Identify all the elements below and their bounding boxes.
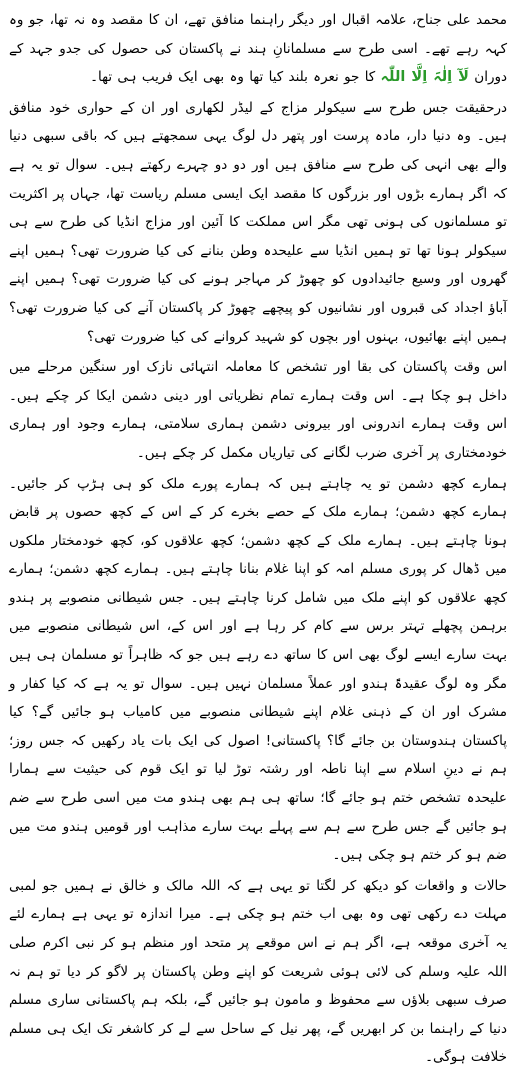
paragraph-1 xyxy=(9,6,507,92)
paragraph-5: حالات و واقعات کو دیکھ کر لگتا تو یہی ہے کہ اللہ مالک و خالق نے ہمیں جو لمبی مہلت دے رکھی تھی وہ بھی اب ختم ہو چکی ہے۔ میرا اندازہ تو یہی ہے ہمارے لئے یہ آخری موقعہ ہے، اگر ہم نے اس موقعے پر متحد اور منظم ہو کر نبی اکرم صلی اللہ علیہ وسلم کی لائی ہوئی شریعت کو اپنے وطن پاکستان پر لاگو کر دیا تو ہم نہ صرف سبھی بلاؤں سے محفوظ و مامون ہو جائیں گے، بلکہ ہم پاکستانی ساری مسلم دنیا کے راہنما بن کر ابھریں گے، پھر نیل کے ساحل سے لے کر کاشغر تک ایک ہی مسلم خلافت ہوگی۔ xyxy=(9,877,507,1066)
paragraph-2: درحقیقت جس طرح سے سیکولر مزاج کے لیڈر لکھاری اور ان کے حواری خود منافق ہیں۔ وہ دنیا دار، مادہ پرست اور پتھر دل لوگ یہی سمجھتے ہیں کہ باقی سبھی دنیا والے بھی انہی کی طرح سے منافق ہیں اور دو دو چہرے رکھتے ہیں۔ سوال تو یہ ہے کہ اگر ہمارے بڑوں اور بزرگوں کا مقصد ایک ایسی مسلم ریاست تھا، جہاں پر اکثریت تو مسلمانوں کی ہونی تھی مگر اس مملکت کا آئین اور مزاج انڈیا کی طرح سے ہی سیکولر ہونا تھا تو ہمیں انڈیا سے علیحدہ وطن بنانے کی کیا ضرورت تھی؟ ہمیں اپنے گھروں اور وسیع جائیدادوں کو چھوڑ کر مہاجر ہونے کی کیا ضرورت تھی؟ ہمیں اپنے آباؤ اجداد کی قبروں اور نشانیوں کو پیچھے چھوڑ کر پاکستان آنے کی کیا ضرورت تھی؟ ہمیں اپنے بھائیوں، بہنوں اور بچوں کو شہید کروانے کی کیا ضرورت تھی؟ xyxy=(9,99,507,345)
paragraph-4: ہمارے کچھ دشمن تو یہ چاہتے ہیں کہ ہمارے پورے ملک کو ہی ہڑپ کر جائیں۔ ہمارے کچھ دشمن؛ ہمارے ملک کے حصے بخرے کر کے اس کے کچھ حصوں پر قابض ہونا چاہتے ہیں۔ ہمارے ملک کے کچھ دشمن؛ کچھ علاقوں کو، کچھ خودمختار ملکوں میں ڈھال کر پوری مسلم امہ کو اپنا غلام بنانا چاہتے ہیں۔ ہمارے کچھ دشمن؛ ہمارے کچھ علاقوں کو اپنے ملک میں شامل کرنا چاہتے ہیں۔ جس شیطانی منصوبے پر ہندو برہمن پچھلے تہتر برس سے کام کر رہا ہے اور اس کے، اس شیطانی منصوبے میں بہت سارے ایسے لوگ بھی اس کا ساتھ دے رہے ہیں جو کہ ظاہراً تو مسلمان ہی ہیں مگر وہ لوگ عقیدۃً ہندو اور عملاً مسلمان نہیں ہیں۔ سوال تو یہ ہے کہ کیا کفار و مشرک اور ان کے ذہنی غلام اپنے شیطانی منصوبے میں کامیاب ہو جائیں گے؟ کیا پاکستان ہندوستان بن جائے گا؟ پاکستانی! اصول کی ایک بات یاد رکھیں کہ جس روز؛ ہم نے دینِ اسلام سے اپنا ناطہ اور رشتہ توڑ لیا تو ایک قوم کی حیثیت سے ہمارا علیحدہ تشخص ختم ہو جائے گا؛ ساتھ ہی ہم بھی ہندو مت میں اسی طرح سے ضم ہو جائیں گے جس طرح سے ہم سے پہلے بہت سارے مذاہب اور قومیں ہندو مت میں ضم ہو کر ختم ہو چکی ہیں۔ xyxy=(9,475,508,864)
paragraph-1-end: کا جو نعرہ بلند کیا تھا وہ بھی ایک فریب ہی تھا۔ xyxy=(90,69,376,86)
paragraph-1-text: محمد علی جناح، علامہ اقبال اور دیگر راہنما منافق تھے، ان کا مقصد وہ نہ تھا، جو وہ کہہ رہے تھے۔ اسی طرح سے مسلمانانِ ہند نے پاکستان کی حصول کی جدو جہد کے دوران xyxy=(9,12,507,86)
paragraph-3: اس وقت پاکستان کی بقا اور تشخص کا معاملہ انتہائی نازک اور سنگین مرحلے میں داخل ہو چکا ہے۔ اس وقت ہمارے تمام نظریاتی اور دینی دشمن ایکا کر چکے ہیں۔ اس وقت ہمارے اندرونی اور بیرونی دشمن ہماری سلامتی، ہمارے وجود اور ہماری خودمختاری پر آخری ضرب لگانے کی تیاریاں مکمل کر چکے ہیں۔ xyxy=(9,359,507,461)
kalima-highlight: لَآ اِلٰہَ اِلَّا اللّٰہ xyxy=(380,69,469,86)
